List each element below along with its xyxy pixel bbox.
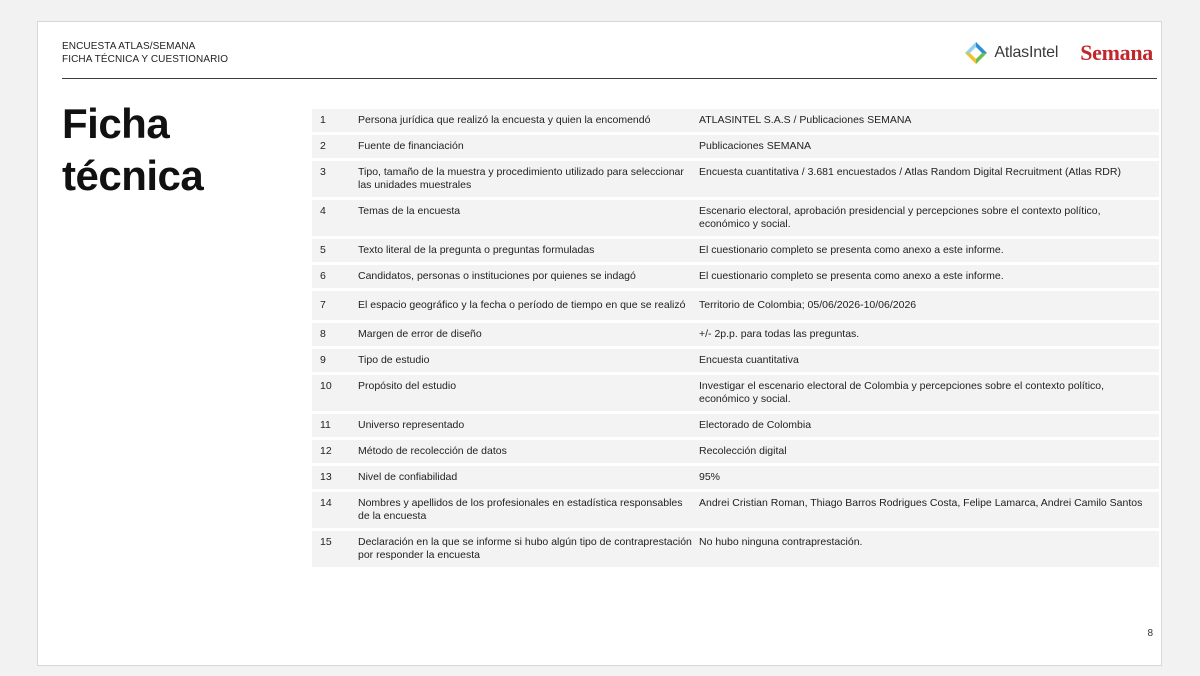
table-row (312, 440, 1159, 463)
row-question: Texto literal de la pregunta o preguntas formuladas (358, 239, 699, 262)
row-answer: Recolección digital (699, 440, 1159, 463)
technical-sheet-body (312, 109, 1159, 567)
row-number: 11 (312, 414, 358, 437)
atlasintel-wordmark: AtlasIntel (994, 44, 1059, 61)
row-answer: Escenario electoral, aprobación presidencial y percepciones sobre el contexto político, económico y social. (699, 200, 1159, 236)
row-number: 6 (312, 265, 358, 288)
row-number: 14 (312, 492, 358, 528)
title-line-2: técnica (62, 152, 204, 199)
row-number: 5 (312, 239, 358, 262)
row-answer: Publicaciones SEMANA (699, 135, 1159, 158)
row-number: 12 (312, 440, 358, 463)
row-question: Candidatos, personas o instituciones por quienes se indagó (358, 265, 699, 288)
table-row (312, 466, 1159, 489)
technical-sheet-table (312, 106, 1159, 570)
row-number: 2 (312, 135, 358, 158)
title-line-1: Ficha (62, 100, 170, 147)
header-line-1: ENCUESTA ATLAS/SEMANA (62, 41, 196, 52)
row-number: 10 (312, 375, 358, 411)
table-row (312, 531, 1159, 567)
row-question: Nombres y apellidos de los profesionales en estadística responsables de la encuesta (358, 492, 699, 528)
row-answer: El cuestionario completo se presenta como anexo a este informe. (699, 265, 1159, 288)
row-question: Margen de error de diseño (358, 323, 699, 346)
row-question: Propósito del estudio (358, 375, 699, 411)
row-answer: Encuesta cuantitativa (699, 349, 1159, 372)
row-answer: El cuestionario completo se presenta como anexo a este informe. (699, 239, 1159, 262)
row-answer: Electorado de Colombia (699, 414, 1159, 437)
row-number: 8 (312, 323, 358, 346)
header-line-2: FICHA TÉCNICA Y CUESTIONARIO (62, 54, 229, 65)
row-question: Persona jurídica que realizó la encuesta y quien la encomendó (358, 109, 699, 132)
row-question: Tipo de estudio (358, 349, 699, 372)
table-row (312, 375, 1159, 411)
table-row (312, 291, 1159, 320)
table-row (312, 265, 1159, 288)
table-row (312, 109, 1159, 132)
row-answer: Andrei Cristian Roman, Thiago Barros Rodrigues Costa, Felipe Lamarca, Andrei Camilo Santos (699, 492, 1159, 528)
row-number: 4 (312, 200, 358, 236)
table-row (312, 323, 1159, 346)
slide (37, 21, 1162, 666)
document-header (62, 40, 228, 66)
table-row (312, 161, 1159, 197)
row-question: Temas de la encuesta (358, 200, 699, 236)
row-answer: Territorio de Colombia; 05/06/2026-10/06/2026 (699, 291, 1159, 320)
row-number: 7 (312, 291, 358, 320)
table-row (312, 414, 1159, 437)
row-question: El espacio geográfico y la fecha o período de tiempo en que se realizó (358, 291, 699, 320)
atlasintel-mark-icon (964, 41, 988, 65)
semana-logo: Semana (1080, 40, 1153, 65)
row-answer: Encuesta cuantitativa / 3.681 encuestados / Atlas Random Digital Recruitment (Atlas RDR) (699, 161, 1159, 197)
header-divider (62, 78, 1157, 79)
row-question: Universo representado (358, 414, 699, 437)
table-row (312, 492, 1159, 528)
row-number: 15 (312, 531, 358, 567)
atlasintel-logo (964, 41, 1058, 65)
row-answer: 95% (699, 466, 1159, 489)
row-question: Declaración en la que se informe si hubo algún tipo de contraprestación por responder la encuesta (358, 531, 699, 567)
row-number: 9 (312, 349, 358, 372)
table-row (312, 239, 1159, 262)
row-answer: ATLASINTEL S.A.S / Publicaciones SEMANA (699, 109, 1159, 132)
row-question: Método de recolección de datos (358, 440, 699, 463)
row-question: Tipo, tamaño de la muestra y procedimiento utilizado para seleccionar las unidades muestrales (358, 161, 699, 197)
page-number: 8 (1147, 628, 1153, 639)
row-answer: Investigar el escenario electoral de Colombia y percepciones sobre el contexto político, económico y social. (699, 375, 1159, 411)
row-question: Fuente de financiación (358, 135, 699, 158)
row-question: Nivel de confiabilidad (358, 466, 699, 489)
table-row (312, 200, 1159, 236)
logo-group (964, 38, 1153, 68)
row-number: 3 (312, 161, 358, 197)
row-answer: No hubo ninguna contraprestación. (699, 531, 1159, 567)
table-row (312, 349, 1159, 372)
table-row (312, 135, 1159, 158)
page-title (62, 98, 203, 202)
row-number: 1 (312, 109, 358, 132)
row-answer: +/- 2p.p. para todas las preguntas. (699, 323, 1159, 346)
row-number: 13 (312, 466, 358, 489)
